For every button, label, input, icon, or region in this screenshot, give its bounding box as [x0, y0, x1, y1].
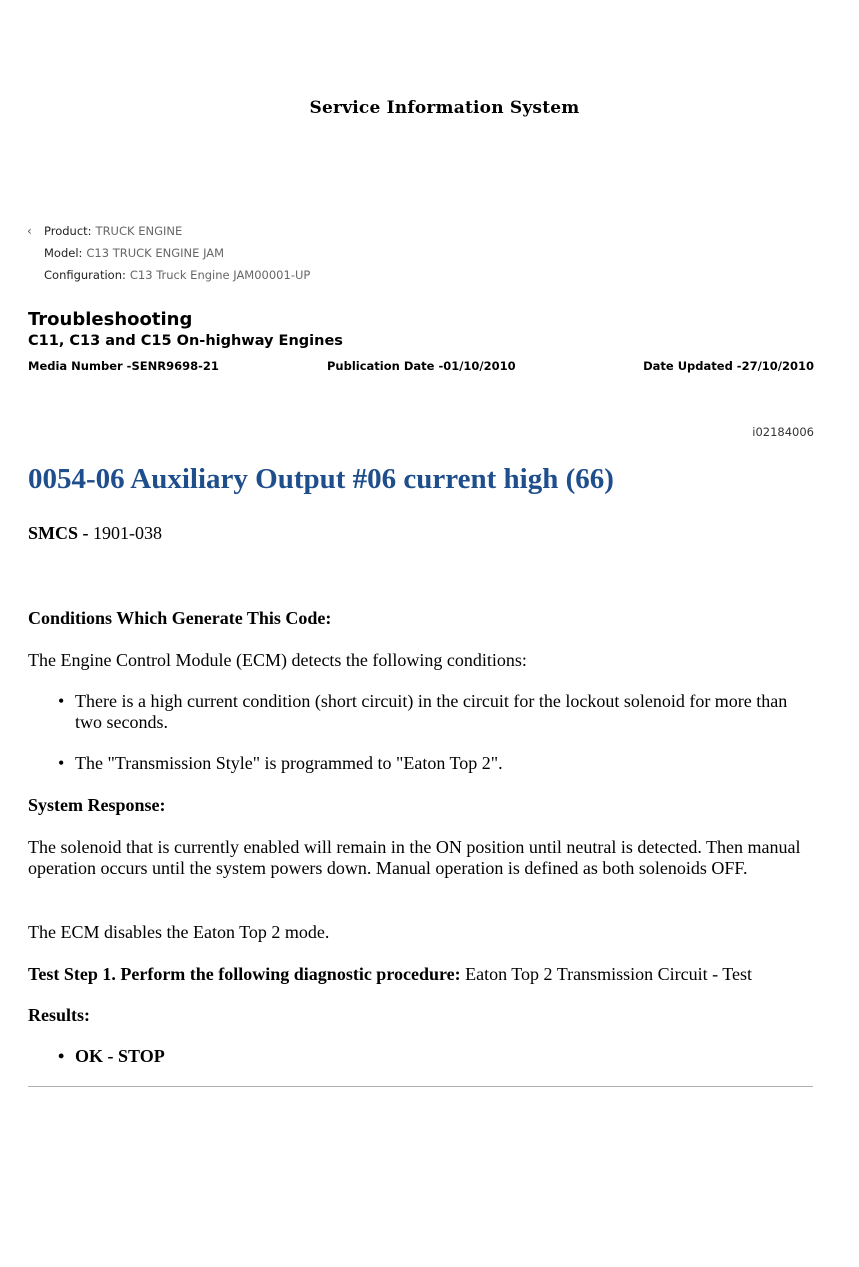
- list-item: • The "Transmission Style" is programmed to "Eaton Top 2".: [58, 753, 503, 773]
- response-text-2: The ECM disables the Eaton Top 2 mode.: [28, 922, 330, 942]
- engines-heading: C11, C13 and C15 On-highway Engines: [28, 333, 343, 349]
- test-step-link[interactable]: Eaton Top 2 Transmission Circuit - Test: [465, 964, 752, 984]
- bullet-icon: •: [58, 1046, 65, 1066]
- divider: [28, 1086, 813, 1087]
- model-label: Model:: [44, 246, 83, 260]
- test-step-label: Test Step 1. Perform the following diagnostic procedure:: [28, 964, 461, 984]
- list-item: • There is a high current condition (short circuit) in the circuit for the lockout solenoid for more than two seconds.: [58, 691, 788, 732]
- configuration-label: Configuration:: [44, 268, 126, 282]
- media-number: Media Number -SENR9698-21: [28, 359, 219, 373]
- section-heading: Troubleshooting: [28, 309, 193, 330]
- breadcrumb-model: [44, 246, 224, 260]
- model-link[interactable]: C13 TRUCK ENGINE JAM: [86, 246, 225, 260]
- smcs-label: SMCS -: [28, 523, 89, 543]
- results-list: [0, 1046, 800, 1067]
- page-title: 0054-06 Auxiliary Output #06 current high (66): [28, 463, 614, 495]
- bullet-icon: •: [58, 753, 65, 773]
- date-updated: Date Updated -27/10/2010: [643, 359, 814, 373]
- document-id: i02184006: [752, 425, 814, 439]
- smcs-line: [28, 523, 828, 544]
- product-label: Product:: [44, 224, 92, 238]
- conditions-intro: The Engine Control Module (ECM) detects the following conditions:: [28, 650, 527, 670]
- breadcrumb-configuration: [44, 268, 310, 282]
- configuration-link[interactable]: C13 Truck Engine JAM00001-UP: [129, 268, 311, 282]
- test-step: [28, 964, 828, 985]
- site-title: Service Information System: [309, 98, 580, 118]
- response-text: The solenoid that is currently enabled will remain in the ON position until neutral is detected. Then manual operation occurs until the system powers down. Manual operation is defined as both solenoids OFF.: [28, 837, 801, 878]
- response-heading: System Response:: [28, 795, 166, 815]
- smcs-value: 1901-038: [93, 523, 163, 543]
- publication-date: Publication Date -01/10/2010: [327, 359, 516, 373]
- conditions-list: [0, 691, 800, 774]
- product-link[interactable]: TRUCK ENGINE: [95, 224, 183, 238]
- list-item: • OK - STOP: [58, 1046, 165, 1066]
- bullet-icon: •: [58, 691, 65, 711]
- conditions-heading: Conditions Which Generate This Code:: [28, 608, 332, 628]
- breadcrumb-product: [44, 224, 182, 238]
- back-arrow-icon[interactable]: ‹: [27, 224, 32, 238]
- results-heading: Results:: [28, 1005, 90, 1025]
